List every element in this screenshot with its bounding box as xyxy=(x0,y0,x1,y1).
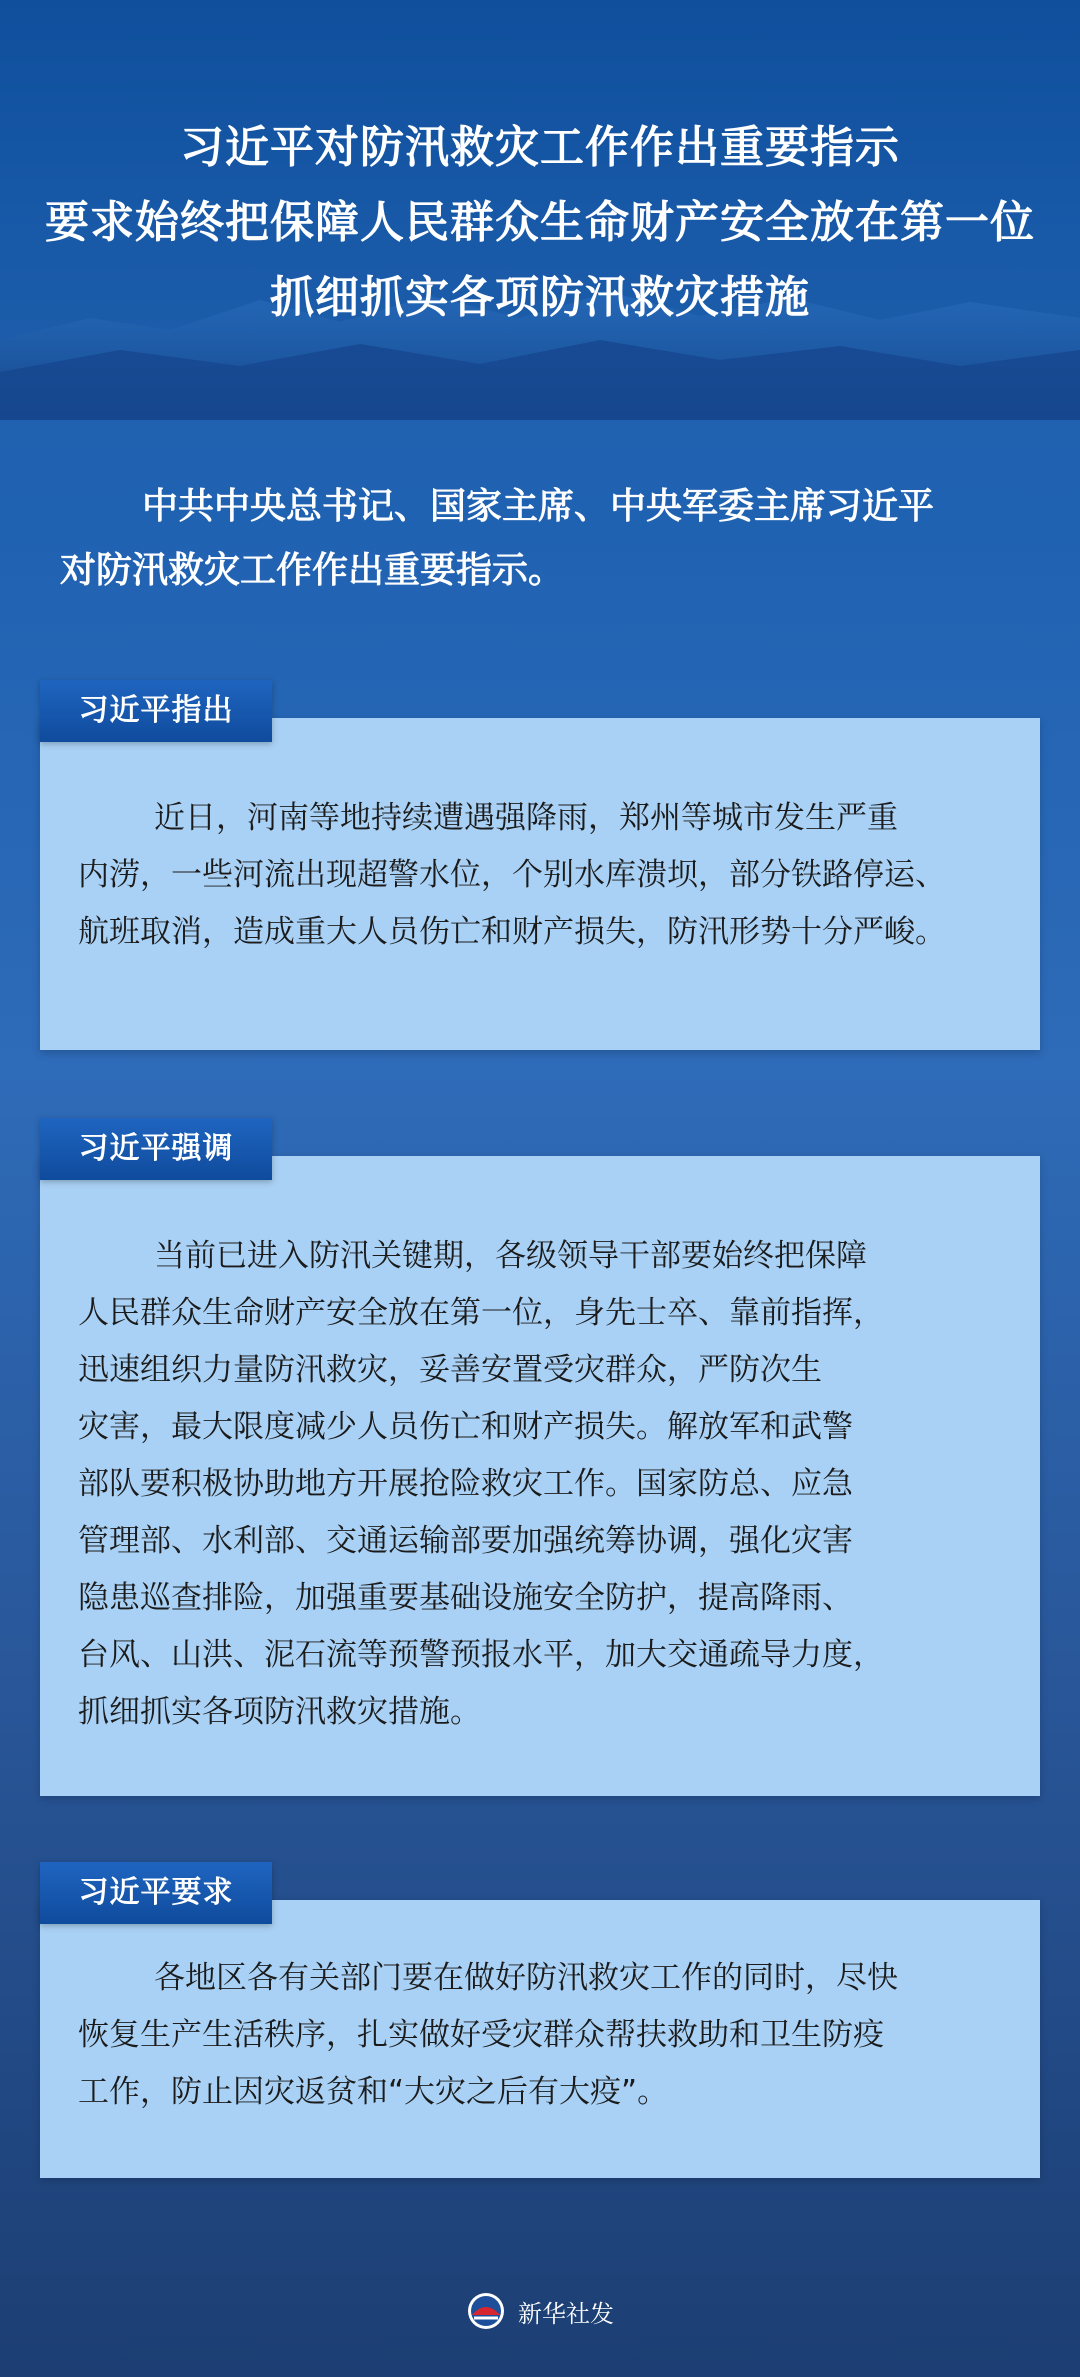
text-line: 部队要积极协助地方开展抢险救灾工作。国家防总、应急 xyxy=(78,1466,853,1502)
text-line: 恢复生产生活秩序，扎实做好受灾群众帮扶救助和卫生防疫 xyxy=(78,2017,884,2053)
text-line: 当前已进入防汛关键期，各级领导干部要始终把保障 xyxy=(154,1238,867,1274)
page-title xyxy=(0,110,1080,335)
text-line: 工作，防止因灾返贫和“大灾之后有大疫”。 xyxy=(78,2074,669,2110)
text-line: 管理部、水利部、交通运输部要加强统筹协调，强化灾害 xyxy=(78,1523,853,1559)
section-card xyxy=(40,718,1040,1050)
intro-line-2: 对防汛救灾工作作出重要指示。 xyxy=(60,550,565,591)
section-tab: 习近平强调 xyxy=(40,1118,272,1180)
footer-credit xyxy=(466,2291,614,2331)
section-card xyxy=(40,1156,1040,1796)
text-line: 抓细抓实各项防汛救灾措施。 xyxy=(78,1694,481,1730)
section-card xyxy=(40,1900,1040,2178)
text-line: 隐患巡查排险，加强重要基础设施安全防护，提高降雨、 xyxy=(78,1580,853,1616)
title-line-2: 要求始终把保障人民群众生命财产安全放在第一位 xyxy=(45,197,1035,248)
text-line: 内涝，一些河流出现超警水位，个别水库溃坝，部分铁路停运、 xyxy=(78,857,946,893)
section-text xyxy=(40,718,1040,961)
footer-text: 新华社发 xyxy=(518,2299,614,2328)
text-line: 人民群众生命财产安全放在第一位，身先士卒、靠前指挥， xyxy=(78,1295,884,1331)
title-line-3: 抓细抓实各项防汛救灾措施 xyxy=(270,272,810,323)
intro-paragraph xyxy=(60,475,1030,603)
title-line-1: 习近平对防汛救灾工作作出重要指示 xyxy=(180,122,900,173)
text-line: 近日，河南等地持续遭遇强降雨，郑州等城市发生严重 xyxy=(154,800,898,836)
section-text xyxy=(40,1900,1040,2121)
footer xyxy=(0,2286,1080,2336)
text-line: 航班取消，造成重大人员伤亡和财产损失，防汛形势十分严峻。 xyxy=(78,914,946,950)
section-tab: 习近平指出 xyxy=(40,680,272,742)
intro-line-1: 中共中央总书记、国家主席、中央军委主席习近平 xyxy=(142,486,935,527)
section-tab: 习近平要求 xyxy=(40,1862,272,1924)
text-line: 灾害，最大限度减少人员伤亡和财产损失。解放军和武警 xyxy=(78,1409,853,1445)
text-line: 各地区各有关部门要在做好防汛救灾工作的同时，尽快 xyxy=(154,1960,898,1996)
xinhua-logo-icon xyxy=(466,2291,506,2331)
section-text xyxy=(40,1156,1040,1741)
text-line: 台风、山洪、泥石流等预警预报水平，加大交通疏导力度， xyxy=(78,1637,884,1673)
text-line: 迅速组织力量防汛救灾，妥善安置受灾群众，严防次生 xyxy=(78,1352,822,1388)
